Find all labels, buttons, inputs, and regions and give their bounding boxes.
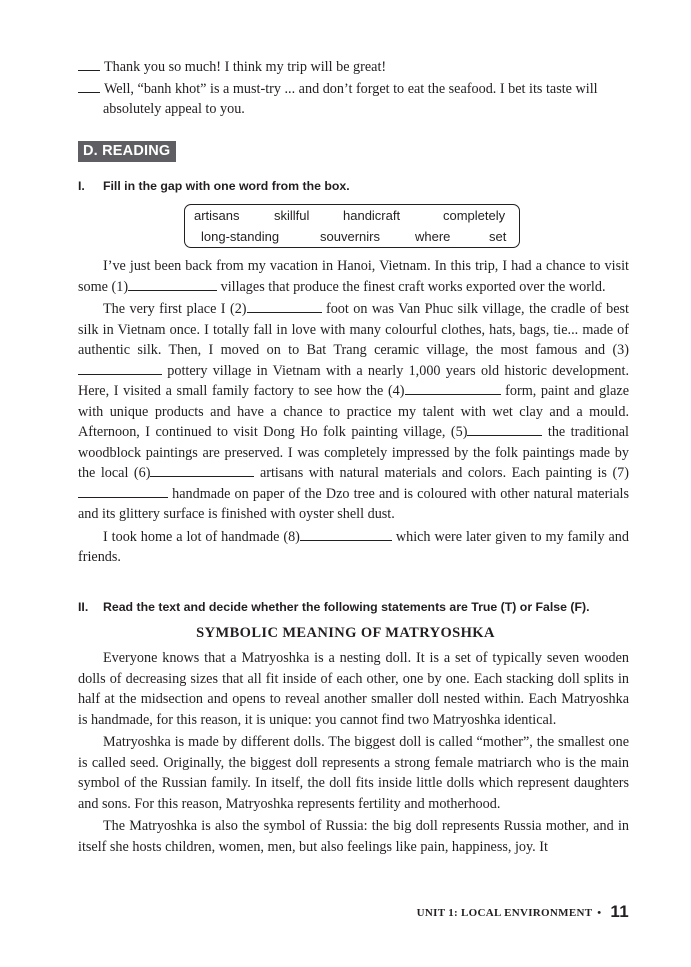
word-box-item: artisans xyxy=(194,208,240,223)
dialogue-text: Well, “banh khot” is a must-try ... and don’t forget to eat the seafood. I bet its taste will xyxy=(104,81,598,97)
passage-paragraph: I took home a lot of handmade (8) which were later given to my family and friends. xyxy=(78,528,629,565)
word-box-item: long-standing xyxy=(201,229,280,244)
gap-4[interactable] xyxy=(405,382,501,395)
word-box-item: completely xyxy=(443,208,506,223)
passage-title: SYMBOLIC MEANING OF MATRYOSHKA xyxy=(196,625,495,641)
dialogue-text: Thank you so much! I think my trip will be great! xyxy=(104,59,387,75)
gap-5[interactable] xyxy=(467,423,542,436)
passage-paragraph: I’ve just been back from my vacation in Hanoi, Vietnam. In this trip, I had a chance to visit some (1) villages that produce the finest craft works exported over the world. xyxy=(78,258,629,295)
gap-3[interactable] xyxy=(78,362,162,375)
passage-paragraph: The very first place I (2) foot on was Van Phuc silk village, the cradle of best silk in Vietnam once. I totally fall in love with many colourful clothes, hats, bags, tie... made of authentic silk. Then, I moved on to Bat Trang ceramic village, the most famous and (3) pottery village in Vietnam with a nearly 1,000 years old historic development. Here, I visited a small family factory to see how the (4) form, paint and glaze with unique products and have a chance to practice my talent with wet clay and a mould. Afternoon, I continued to visit Dong Ho folk painting village, (5) the traditional woodblock paintings are preserved. I was completely impressed by the folk paintings made by the local (6) artisans with natural materials and colors. Each painting is (7) handmade on paper of the Dzo tree and is coloured with other natural materials and its glittery surface is finished with oyster shell dust. xyxy=(78,301,629,522)
reading-passage-2 xyxy=(78,648,629,857)
answer-blank[interactable] xyxy=(78,80,100,93)
gap-1[interactable] xyxy=(128,278,217,291)
task-1-instruction xyxy=(78,179,350,193)
page-number: 11 xyxy=(610,902,629,921)
passage-paragraph: The Matryoshka is also the symbol of Russia: the big doll represents Russia mother, and in itself she hosts children, women, men, but also feelings like pain, happiness, joy. It xyxy=(78,818,629,855)
gap-7[interactable] xyxy=(78,485,168,498)
word-box-item: handicraft xyxy=(343,208,401,223)
passage-paragraph: Matryoshka is made by different dolls. The biggest doll is called “mother”, the smallest one is called seed. Originally, the biggest doll represents a strong female matriarch who is the main symbol of the Russian family. In itself, the doll fits inside little dolls which represent daughters and sons. For this reason, Matryoshka represents fertility and motherhood. xyxy=(78,734,629,812)
passage-paragraph: Everyone knows that a Matryoshka is a nesting doll. It is a set of typically seven wooden dolls of decreasing sizes that all fit inside of each other, one by one. Each stacking doll splits in half at the midsection and opens to reveal another smaller doll nested within. Each Matryoshka is handmade, for this reason, it is unique: you cannot find two Matryoshka identical. xyxy=(78,650,629,728)
word-box-item: set xyxy=(489,229,507,244)
gap-6[interactable] xyxy=(150,464,254,477)
task-2-instruction xyxy=(78,600,590,614)
dialogue-line-2 xyxy=(78,79,638,119)
section-d-heading: D. READING xyxy=(78,141,176,162)
word-box-item: souvernirs xyxy=(320,229,380,244)
dialogue-text-cont: absolutely appeal to you. xyxy=(103,101,245,117)
word-box xyxy=(184,204,520,248)
page-footer xyxy=(417,902,629,922)
answer-blank[interactable] xyxy=(78,58,100,71)
task-2-text: Read the text and decide whether the following statements are True (T) or False (F). xyxy=(103,600,590,614)
gap-2[interactable] xyxy=(247,300,322,313)
dialogue-line-1 xyxy=(78,57,638,77)
gap-8[interactable] xyxy=(300,528,392,541)
footer-bullet: • xyxy=(597,907,602,919)
task-2-number: II. xyxy=(78,600,89,614)
reading-passage-1 xyxy=(78,256,629,568)
word-box-item: skillful xyxy=(274,208,310,223)
word-box-item: where xyxy=(415,229,451,244)
task-1-text: Fill in the gap with one word from the box. xyxy=(103,179,350,193)
footer-unit-label: UNIT 1: LOCAL ENVIRONMENT xyxy=(416,907,593,919)
task-1-number: I. xyxy=(78,179,85,193)
